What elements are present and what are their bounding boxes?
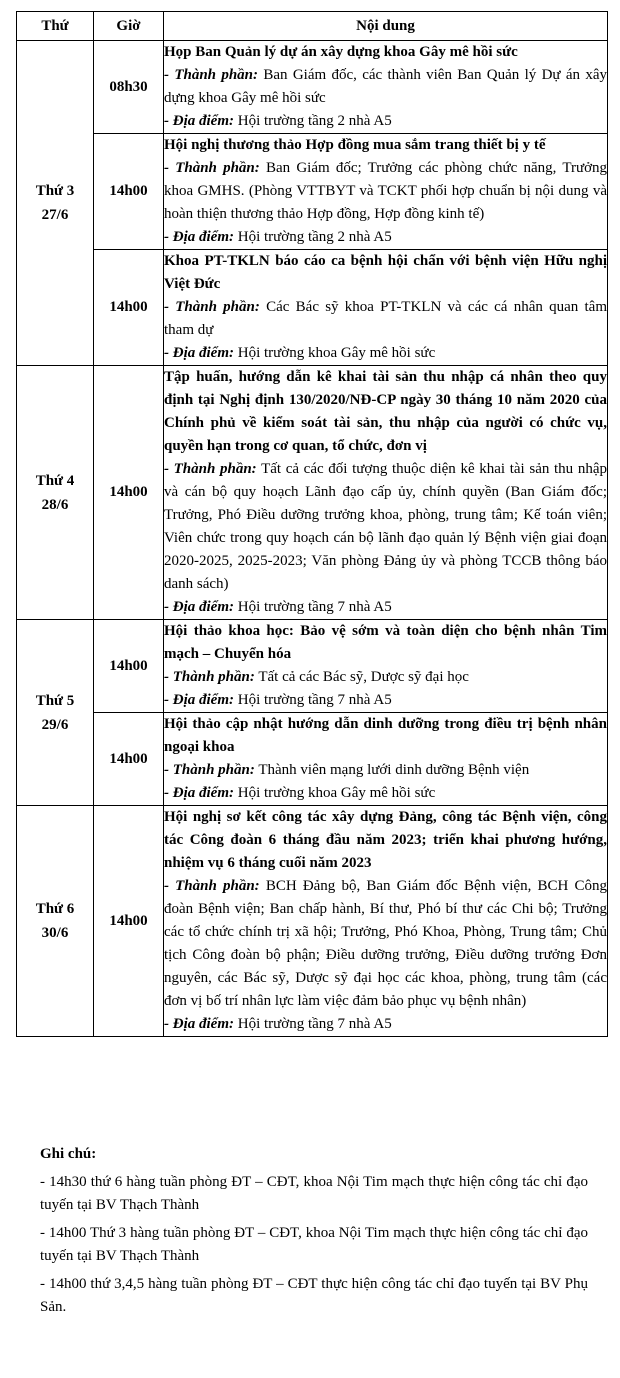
time-cell: 14h00	[94, 366, 164, 620]
participants-label: - Thành phần:	[164, 762, 255, 778]
participants-text: Ban Giám đốc; Trưởng các phòng chức năng, Trưởng khoa GMHS. (Phòng VTTBYT và TCKT phối hợp chuẩn bị nội dung và hoàn thiện thương thảo Hợp đồng, Hợp đồng kinh tế)	[164, 160, 608, 222]
time-cell: 14h00	[94, 134, 164, 250]
time-cell: 14h00	[94, 620, 164, 713]
event-cell	[164, 806, 608, 1037]
day-date: 30/6	[41, 925, 69, 941]
location-text: Hội trường tầng 7 nhà A5	[237, 599, 392, 615]
event-title: Khoa PT-TKLN báo cáo ca bệnh hội chẩn với bệnh viện Hữu nghị Việt Đức	[164, 253, 607, 292]
event-title: Hội nghị sơ kết công tác xây dựng Đảng, công tác Bệnh viện, công tác Công đoàn 6 tháng đầu năm 2023; triển khai phương hướng, nhiệm vụ 6 tháng cuối năm 2023	[164, 809, 607, 871]
day-cell	[17, 620, 94, 806]
day-cell	[17, 806, 94, 1037]
location-text: Hội trường khoa Gây mê hồi sức	[237, 785, 436, 801]
notes-title: Ghi chú:	[40, 1146, 97, 1162]
header-time: Giờ	[94, 12, 164, 41]
header-content: Nội dung	[164, 12, 608, 41]
event-location	[164, 226, 607, 249]
event-participants	[164, 666, 607, 689]
header-row	[17, 12, 608, 41]
event-location	[164, 1013, 607, 1036]
day-date: 27/6	[41, 207, 69, 223]
location-text: Hội trường tầng 7 nhà A5	[237, 1016, 392, 1032]
time-cell: 14h00	[94, 713, 164, 806]
schedule-table	[16, 11, 608, 1037]
day-label: Thứ 5	[35, 692, 75, 709]
location-label: - Địa điểm:	[164, 599, 234, 615]
event-title: Hội thảo cập nhật hướng dẫn dinh dưỡng trong điều trị bệnh nhân ngoại khoa	[164, 716, 607, 755]
time-cell: 08h30	[94, 41, 164, 134]
day-date: 29/6	[41, 716, 69, 733]
event-participants	[164, 64, 607, 110]
header-day: Thứ	[17, 12, 94, 41]
participants-label: - Thành phần:	[164, 299, 260, 315]
participants-label: - Thành phần:	[164, 669, 255, 685]
note-item: - 14h00 Thứ 3 hàng tuần phòng ĐT – CĐT, khoa Nội Tim mạch thực hiện công tác chỉ đạo tuyến tại BV Thạch Thành	[40, 1225, 588, 1264]
participants-label: - Thành phần:	[164, 160, 260, 176]
table-row	[17, 713, 608, 806]
location-label: - Địa điểm:	[164, 113, 234, 129]
location-text: Hội trường tầng 2 nhà A5	[237, 229, 392, 245]
event-location	[164, 782, 607, 805]
participants-text: Ban Giám đốc, các thành viên Ban Quản lý Dự án xây dựng khoa Gây mê hồi sức	[164, 67, 607, 106]
day-label: Thứ 4	[35, 472, 75, 489]
participants-text: Tất cả các Bác sỹ, Dược sỹ đại học	[258, 669, 469, 685]
notes-section	[40, 1143, 588, 1324]
time-cell: 14h00	[94, 806, 164, 1037]
table-row	[17, 806, 608, 1037]
participants-text: Các Bác sỹ khoa PT-TKLN và các cá nhân quan tâm tham dự	[164, 299, 607, 338]
event-location	[164, 596, 607, 619]
participants-label: - Thành phần:	[164, 878, 260, 894]
event-participants	[164, 157, 607, 226]
table-row	[17, 250, 608, 366]
day-date: 28/6	[41, 496, 69, 513]
event-title: Tập huấn, hướng dẫn kê khai tài sản thu nhập cá nhân theo quy định tại Nghị định 130/2020/NĐ-CP ngày 30 tháng 10 năm 2020 của Chính phủ về kiểm soát tài sản, thu nhập của người có chức vụ, quyền hạn trong cơ quan, tổ chức, đơn vị	[164, 369, 607, 454]
location-text: Hội trường tầng 2 nhà A5	[237, 113, 392, 129]
participants-label: - Thành phần:	[164, 461, 257, 477]
event-cell	[164, 41, 608, 134]
event-cell	[164, 134, 608, 250]
location-label: - Địa điểm:	[164, 229, 234, 245]
event-participants	[164, 759, 607, 782]
event-cell	[164, 366, 608, 620]
event-cell	[164, 250, 608, 366]
day-label: Thứ 6	[35, 901, 75, 917]
location-text: Hội trường tầng 7 nhà A5	[237, 692, 392, 708]
note-item: - 14h00 thứ 3,4,5 hàng tuần phòng ĐT – CĐT thực hiện công tác chỉ đạo tuyến tại BV Phụ Sản.	[40, 1276, 588, 1315]
participants-text: Tất cả các đối tượng thuộc diện kê khai tài sản thu nhập và cán bộ quy hoạch Lãnh đạo cấp ủy, chính quyền (Ban Giám đốc; Trưởng, Phó Điều dưỡng trưởng khoa, phòng, trung tâm; Kế toán viên; Viên chức trong quy hoạch cán bộ lãnh đạo quản lý Bệnh viện giai đoạn 2020-2025, 2025-2023; Văn phòng Đảng ủy và phòng TCCB thông báo danh sách)	[164, 461, 607, 592]
event-location	[164, 689, 607, 712]
event-title: Hội nghị thương thảo Hợp đồng mua sắm trang thiết bị y tế	[164, 137, 546, 153]
location-text: Hội trường khoa Gây mê hồi sức	[237, 345, 436, 361]
event-location	[164, 342, 607, 365]
table-row	[17, 366, 608, 620]
event-participants	[164, 458, 607, 596]
participants-text: Thành viên mạng lưới dinh dưỡng Bệnh viện	[258, 762, 530, 778]
event-title: Họp Ban Quản lý dự án xây dựng khoa Gây mê hồi sức	[164, 44, 518, 60]
participants-label: - Thành phần:	[164, 67, 259, 83]
event-title: Hội thảo khoa học: Bảo vệ sớm và toàn diện cho bệnh nhân Tim mạch – Chuyển hóa	[164, 623, 607, 662]
location-label: - Địa điểm:	[164, 345, 234, 361]
location-label: - Địa điểm:	[164, 1016, 234, 1032]
event-participants	[164, 296, 607, 342]
location-label: - Địa điểm:	[164, 692, 234, 708]
event-location	[164, 110, 607, 133]
day-cell	[17, 366, 94, 620]
table-row	[17, 134, 608, 250]
location-label: - Địa điểm:	[164, 785, 234, 801]
time-cell: 14h00	[94, 250, 164, 366]
day-cell	[17, 41, 94, 366]
event-participants	[164, 875, 607, 1013]
table-row	[17, 620, 608, 713]
participants-text: BCH Đảng bộ, Ban Giám đốc Bệnh viện, BCH Công đoàn Bệnh viện; Ban chấp hành, Bí thư, Phó bí thư các Chi bộ; Trưởng các tổ chức chính trị xã hội; Trưởng, Phó Khoa, Phòng, Trung tâm; Chủ tịch Công đoàn bộ phận; Điều dưỡng trưởng, Điều dưỡng trưởng Đơn nguyên, các Bác sỹ, Dược sỹ đại học các khoa, phòng, trung tâm (các đơn vị bố trí nhân lực làm việc đảm bảo phục vụ bệnh nhân)	[164, 878, 607, 1009]
event-cell	[164, 620, 608, 713]
day-label: Thứ 3	[35, 183, 75, 199]
event-cell	[164, 713, 608, 806]
table-row	[17, 41, 608, 134]
note-item: - 14h30 thứ 6 hàng tuần phòng ĐT – CĐT, khoa Nội Tim mạch thực hiện công tác chỉ đạo tuyến tại BV Thạch Thành	[40, 1174, 588, 1213]
